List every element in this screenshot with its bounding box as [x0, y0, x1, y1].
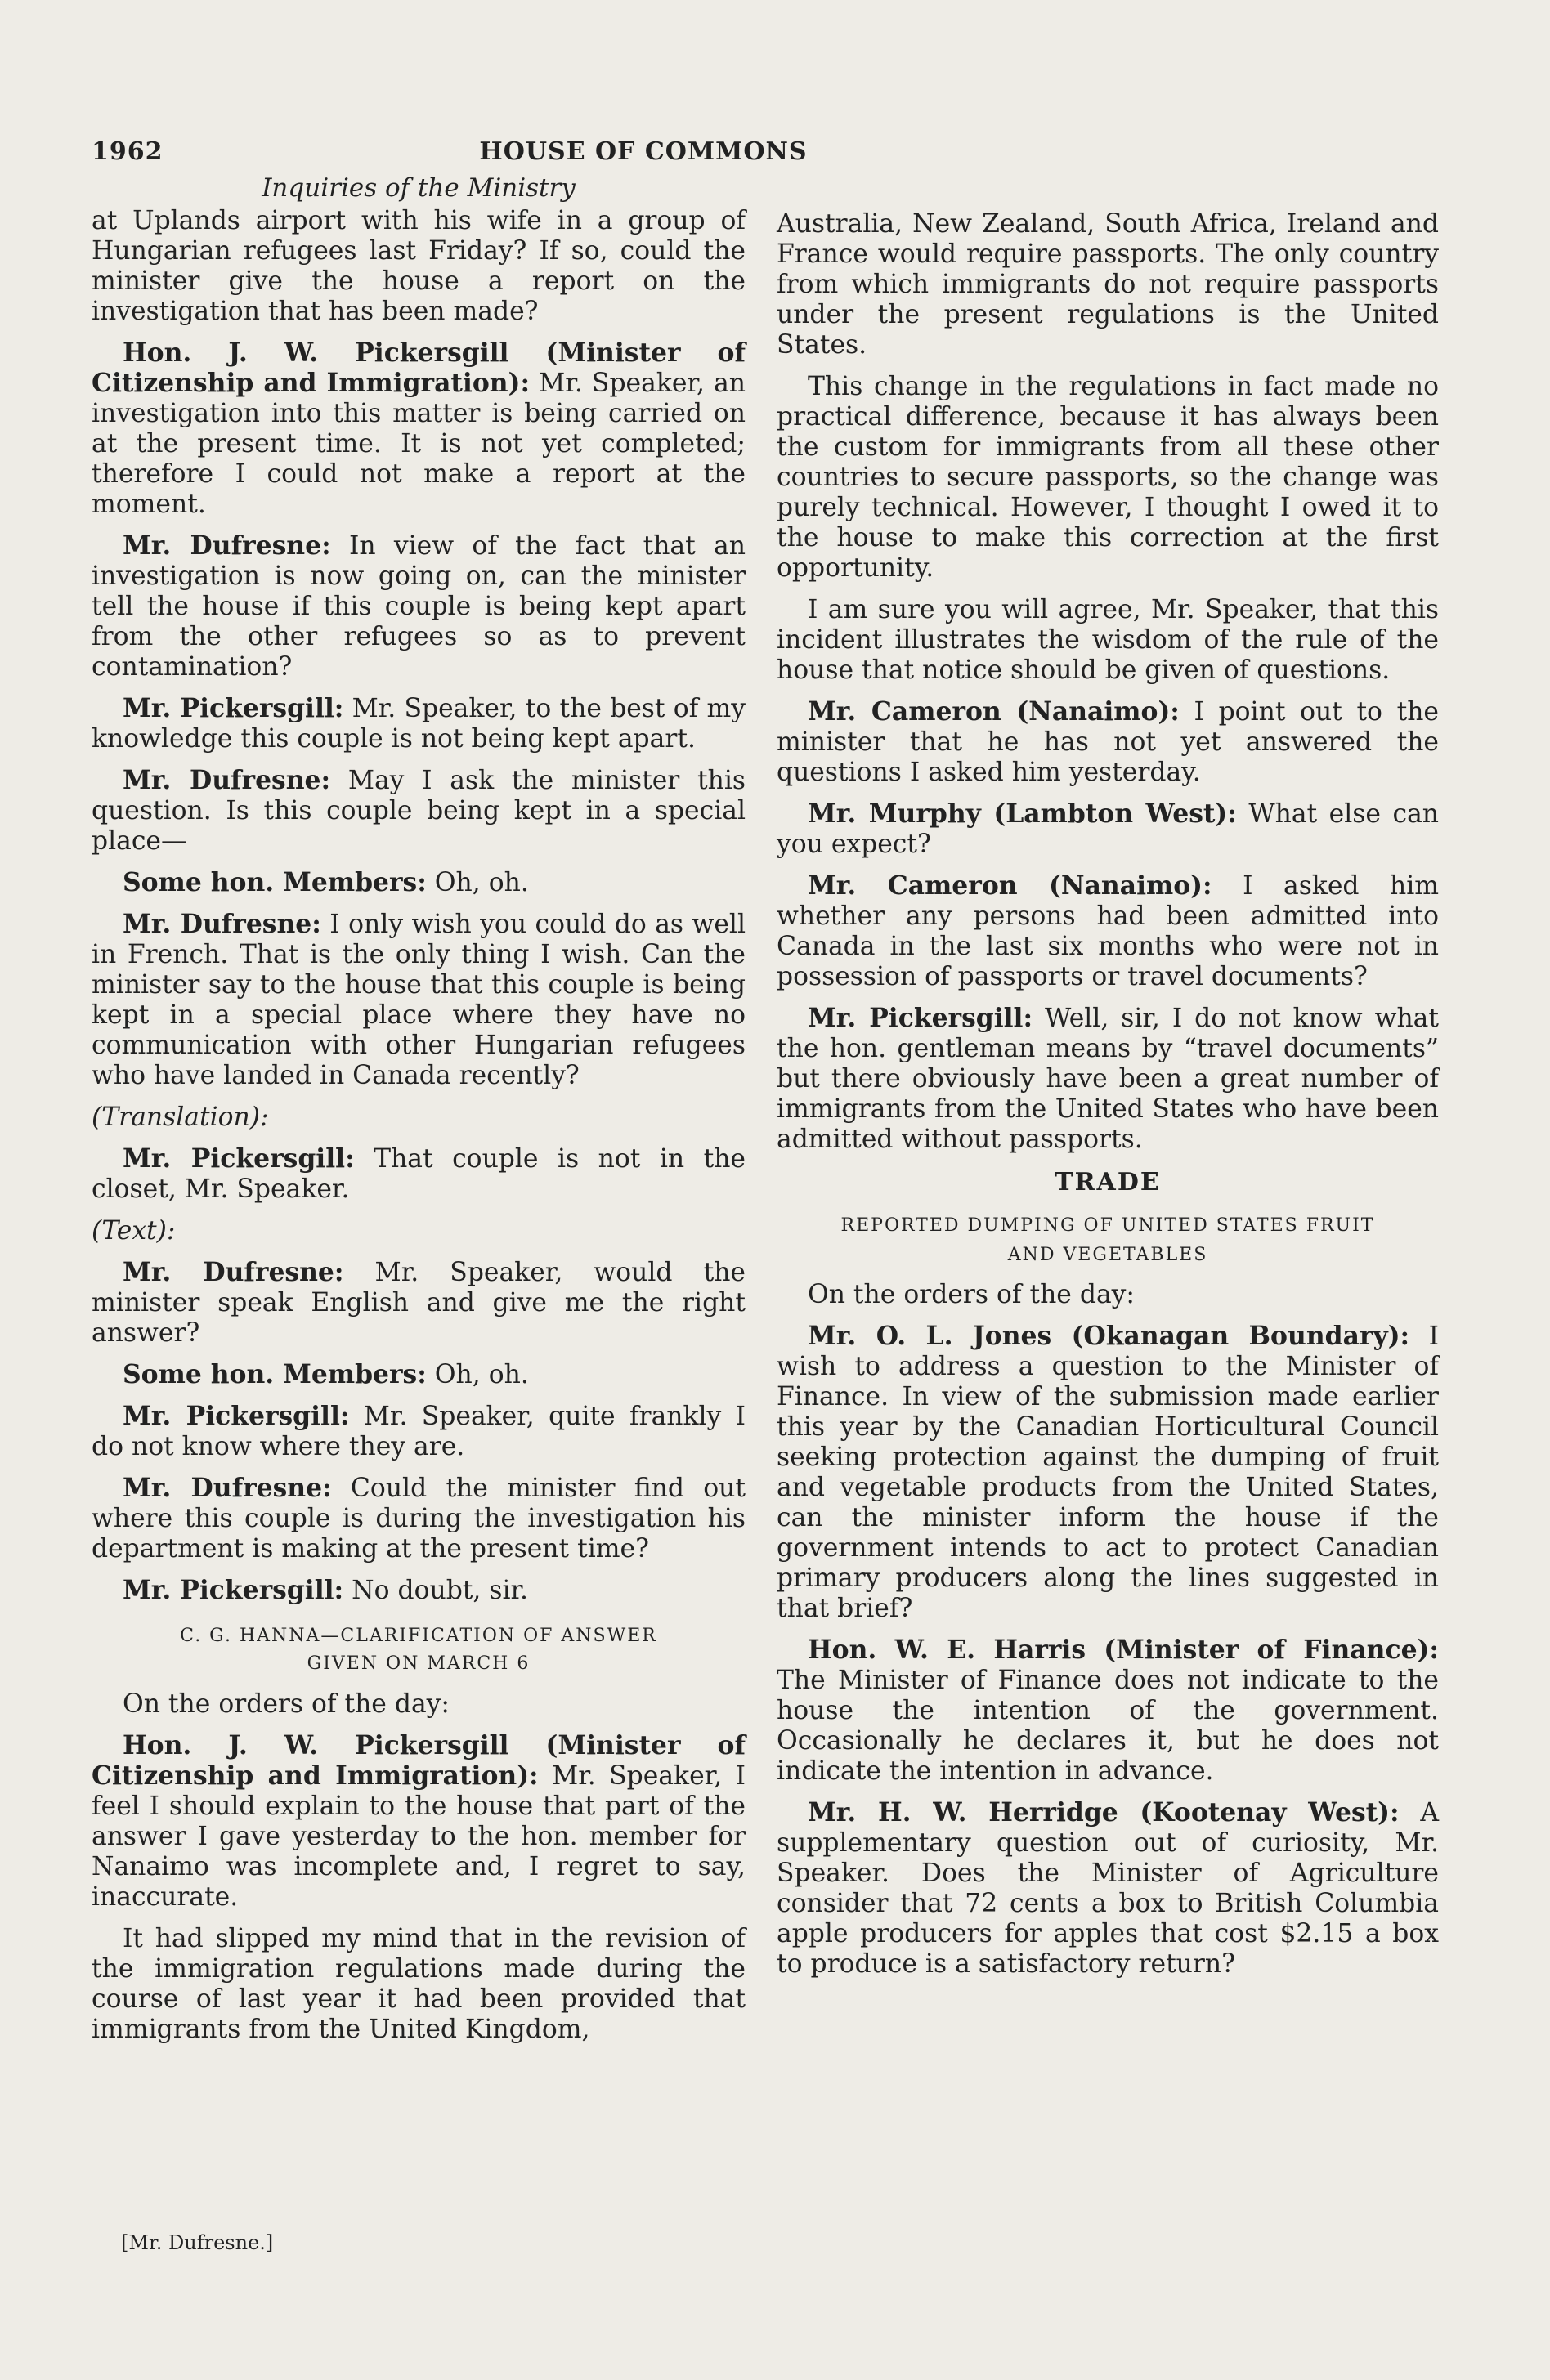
speech-paragraph — [92, 531, 746, 682]
speech-text: I point out to the minister that he has not yet answered the questions I asked him yesterday. — [777, 697, 1440, 787]
speaker-name: Mr. O. L. Jones (Okanagan Boundary): — [808, 1322, 1410, 1351]
running-head: Inquiries of the Ministry — [262, 173, 576, 203]
paragraph: On the orders of the day: — [808, 1280, 1135, 1309]
speech-text: Mr. Speaker, quite frankly I do not know where they are. — [92, 1402, 746, 1461]
section-subheading — [777, 1211, 1439, 1270]
speech-text: That couple is not in the closet, Mr. Speaker. — [92, 1144, 746, 1204]
page-title: HOUSE OF COMMONS — [479, 137, 808, 166]
speech-paragraph — [92, 868, 746, 898]
language-note: (Translation): — [92, 1103, 269, 1132]
speaker-name: Some hon. Members: — [123, 1360, 427, 1389]
speech-text: Mr. Speaker, an investigation into this matter is being carried on at the present time. It is not yet completed; therefore I could not make a report at the moment. — [92, 369, 746, 519]
speaker-name: Mr. Dufresne: — [123, 1474, 332, 1503]
speaker-name: Mr. Dufresne: — [123, 910, 321, 939]
language-note: (Text): — [92, 1216, 176, 1246]
speech-paragraph — [777, 1004, 1439, 1155]
paragraph: It had slipped my mind that in the revision of the immigration regulations made during the course of last year it had been provided that immigrants from the United Kingdom, — [92, 1924, 746, 2044]
speech-text: Oh, oh. — [426, 1360, 529, 1389]
speech-paragraph — [92, 694, 746, 754]
paragraph: This change in the regulations in fact made no practical difference, because it has always been the custom for immigrants from all these other countries to secure passports, so the change was purely technical. However, I thought I owed it to the house to make this correction at the first opportunity. — [777, 372, 1439, 583]
paragraph: I am sure you will agree, Mr. Speaker, that this incident illustrates the wisdom of the rule of the house that notice should be given of questions. — [777, 595, 1439, 685]
speech-paragraph — [777, 697, 1439, 788]
speaker-name: Mr. Pickersgill: — [123, 694, 344, 723]
speaker-name: Mr. Pickersgill: — [123, 1576, 344, 1605]
speaker-name: Mr. Cameron (Nanaimo): — [808, 697, 1180, 727]
speech-paragraph — [92, 1258, 746, 1349]
speech-text: May I ask the minister this question. Is this couple being kept in a special place— — [92, 766, 746, 856]
left-column — [92, 173, 746, 2056]
subheading-line: C. G. HANNA—CLARIFICATION OF ANSWER — [180, 1626, 657, 1646]
speech-paragraph — [92, 1144, 746, 1205]
speaker-name: Mr. Pickersgill: — [123, 1402, 350, 1431]
section-title: TRADE — [1055, 1168, 1161, 1197]
speech-paragraph — [92, 1402, 746, 1462]
speech-paragraph — [92, 1474, 746, 1564]
speech-text: I asked him whether any persons had been admitted into Canada in the last six months who were not in possession of passports or travel documents? — [777, 871, 1440, 991]
speech-text: A supplementary question out of curiosity, Mr. Speaker. Does the Minister of Agriculture consider that 72 cents a box to British Columbia apple producers for apples that cost $2.15 a box to produce is a satisfactory return? — [777, 1798, 1439, 1979]
right-column — [777, 209, 1439, 1991]
speech-paragraph — [92, 1360, 746, 1390]
page-header — [92, 137, 934, 170]
speech-text: Well, sir, I do not know what the hon. gentleman means by “travel documents” but there obviously have been a great number of immigrants from the United States who have been admitted without passports. — [777, 1004, 1439, 1154]
speaker-name: Mr. Murphy (Lambton West): — [808, 799, 1237, 829]
subheading-line: AND VEGETABLES — [1007, 1245, 1208, 1265]
left-column-body — [92, 206, 746, 2045]
speech-text: Mr. Speaker, would the minister speak English and give me the right answer? — [92, 1258, 746, 1348]
speech-text: No doubt, sir. — [343, 1576, 529, 1605]
speech-text: Mr. Speaker, I feel I should explain to the house that part of the answer I gave yesterday to the hon. member for Nanaimo was incomplete and, I regret to say, inaccurate. — [92, 1761, 746, 1912]
speech-paragraph — [777, 1798, 1439, 1980]
speaker-name: Hon. J. W. Pickersgill (Minister of Citizenship and Immigration): — [92, 338, 746, 398]
speech-paragraph — [92, 1576, 746, 1606]
speech-text: What else can you expect? — [777, 799, 1440, 859]
speaker-name: Mr. Dufresne: — [123, 1258, 344, 1287]
speech-text: Could the minister find out where this couple is during the investigation his department is making at the present time? — [92, 1474, 746, 1564]
speech-paragraph — [92, 338, 746, 520]
subheading-line: GIVEN ON MARCH 6 — [307, 1653, 531, 1674]
speech-paragraph — [777, 799, 1439, 860]
speech-text: I wish to address a question to the Minister of Finance. In view of the submission made earlier this year by the Canadian Horticultural Council seeking protection against the dumping of fruit and vegetable products from the United States, can the minister inform the house if the government intends to act to protect Canadian primary producers along the lines suggested in that brief? — [777, 1322, 1439, 1623]
speaker-name: Mr. Pickersgill: — [808, 1004, 1033, 1033]
speech-paragraph — [92, 910, 746, 1091]
speech-paragraph — [777, 871, 1439, 992]
speech-text: In view of the fact that an investigation is now going on, can the minister tell the house if this couple is being kept apart from the other refugees so as to prevent contamination? — [92, 531, 746, 682]
continued-paragraph: Australia, New Zealand, South Africa, Ireland and France would require passports. The only country from which immigrants do not require passports under the present regulations is the United States. — [777, 209, 1439, 360]
speech-paragraph — [777, 1322, 1439, 1624]
section-subheading — [92, 1622, 746, 1678]
speaker-name: Hon. W. E. Harris (Minister of Finance): — [808, 1635, 1439, 1665]
speech-paragraph — [92, 1731, 746, 1912]
page-number: 1962 — [92, 137, 164, 166]
paragraph: On the orders of the day: — [123, 1689, 450, 1719]
speech-text: I only wish you could do as well in French. That is the only thing I wish. Can the minister say to the house that this couple is being kept in a special place where they have no communication with other Hungarian refugees who have landed in Canada recently? — [92, 910, 746, 1090]
speaker-name: Hon. J. W. Pickersgill (Minister of Citizenship and Immigration): — [92, 1731, 746, 1791]
speaker-name: Mr. Dufresne: — [123, 531, 331, 561]
speaker-name: Mr. Pickersgill: — [123, 1144, 355, 1174]
speaker-name: Some hon. Members: — [123, 868, 427, 897]
continued-paragraph: at Uplands airport with his wife in a group of Hungarian refugees last Friday? If so, could the minister give the house a report on the investigation that has been made? — [92, 206, 746, 326]
speaker-name: Mr. Dufresne: — [123, 766, 331, 795]
speech-text: Mr. Speaker, to the best of my knowledge this couple is not being kept apart. — [92, 694, 746, 754]
speech-text: Oh, oh. — [426, 868, 529, 897]
speech-paragraph — [92, 766, 746, 857]
subheading-line: REPORTED DUMPING OF UNITED STATES FRUIT — [840, 1215, 1375, 1236]
right-column-body — [777, 209, 1439, 1980]
speech-paragraph — [777, 1635, 1439, 1787]
speaker-name: Mr. H. W. Herridge (Kootenay West): — [808, 1798, 1400, 1828]
footer-note: [Mr. Dufresne.] — [121, 2231, 274, 2254]
speech-text: The Minister of Finance does not indicate to the house the intention of the government. Occasionally he declares it, but he does not indicate the intention in advance. — [777, 1666, 1439, 1786]
speaker-name: Mr. Cameron (Nanaimo): — [808, 871, 1212, 901]
